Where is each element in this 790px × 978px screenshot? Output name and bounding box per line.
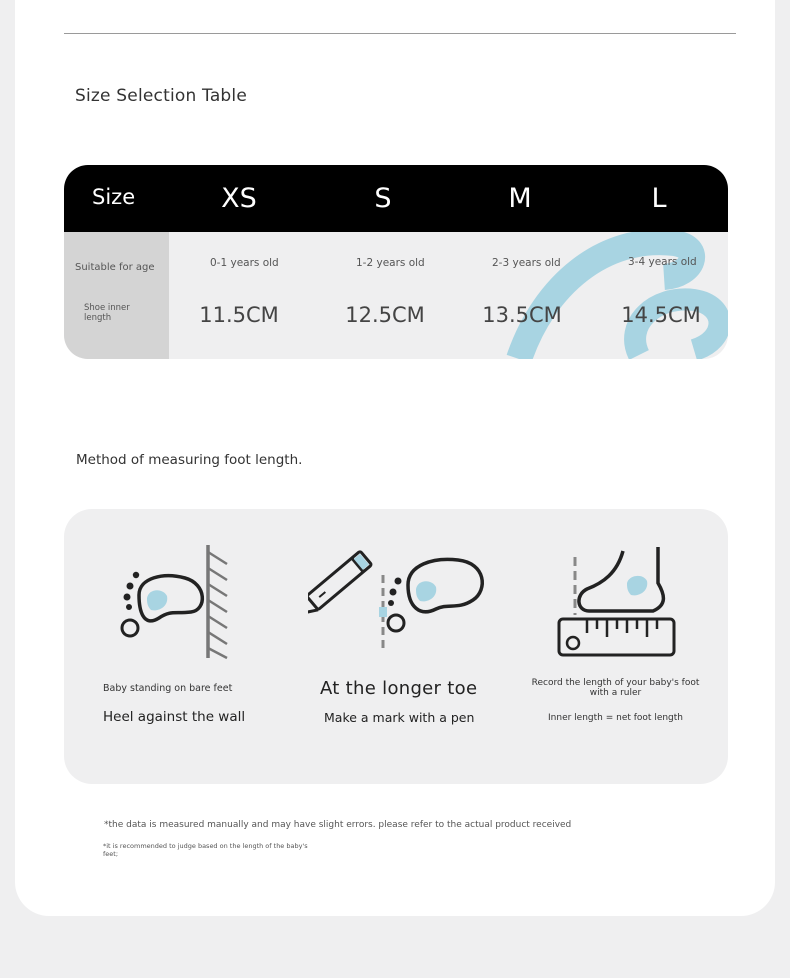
- size-s-header: S: [374, 183, 392, 214]
- step1-small-caption: Baby standing on bare feet: [103, 683, 233, 694]
- size-xs-header: XS: [221, 183, 257, 214]
- size-m-header: M: [508, 183, 532, 214]
- step2-sub-caption: Make a mark with a pen: [324, 710, 475, 725]
- recommendation-note: *it is recommended to judge based on the length of the baby's feet;: [103, 842, 308, 858]
- age-m: 2-3 years old: [492, 257, 561, 269]
- measurement-note: *the data is measured manually and may have slight errors. please refer to the actual product received: [104, 820, 572, 830]
- foot-on-ruler-icon: [553, 543, 683, 661]
- pen-mark-toe-icon: [308, 545, 488, 653]
- size-l-header: L: [651, 183, 667, 214]
- length-xs: 11.5CM: [199, 303, 279, 327]
- length-s: 12.5CM: [345, 303, 425, 327]
- row-label-length: Shoe inner length: [84, 303, 130, 323]
- size-table-title: Size Selection Table: [75, 86, 248, 106]
- step3-small-caption: Record the length of your baby's foot with a ruler: [531, 678, 700, 698]
- step1-main-caption: Heel against the wall: [103, 709, 246, 725]
- age-xs: 0-1 years old: [210, 257, 279, 269]
- row-label-age: Suitable for age: [75, 262, 155, 273]
- foot-against-wall-icon: [115, 540, 240, 665]
- size-header-label: Size: [92, 185, 136, 209]
- method-title: Method of measuring foot length.: [76, 452, 303, 468]
- step2-main-caption: At the longer toe: [320, 678, 478, 699]
- step3-sub-caption: Inner length = net foot length: [548, 713, 683, 723]
- length-l: 14.5CM: [621, 303, 701, 327]
- size-header-row: [64, 165, 728, 232]
- age-s: 1-2 years old: [356, 257, 425, 269]
- length-m: 13.5CM: [482, 303, 562, 327]
- row-labels-column: [64, 232, 169, 359]
- age-l: 3-4 years old: [628, 256, 697, 268]
- top-divider: [64, 33, 736, 34]
